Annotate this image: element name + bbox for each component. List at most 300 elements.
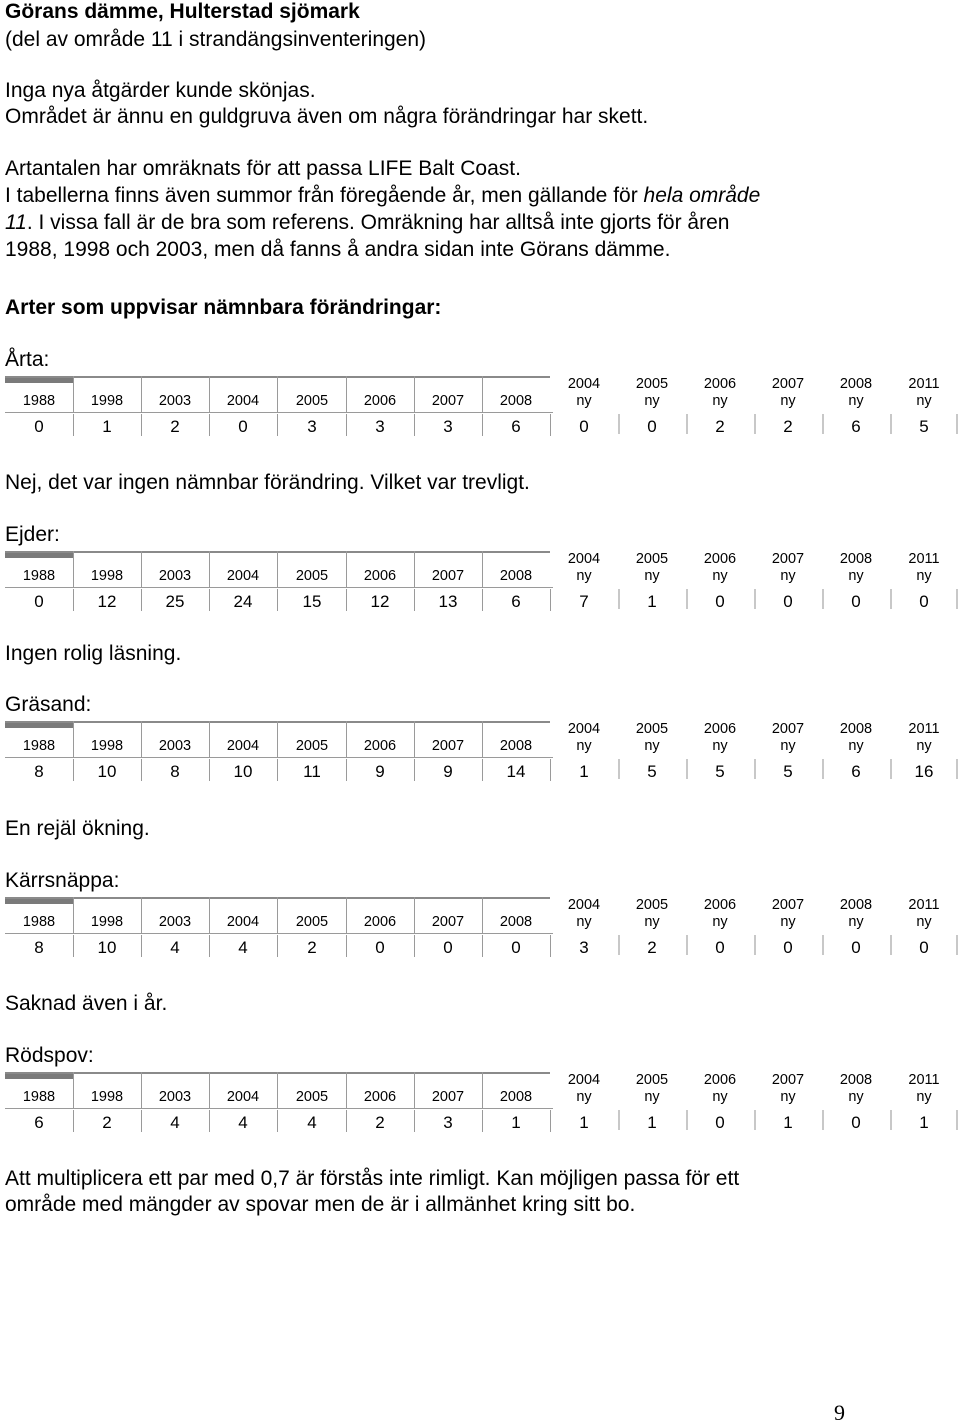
year-header-new: 2007 bbox=[771, 376, 805, 392]
header-shade bbox=[5, 378, 73, 383]
year-header: 2006 bbox=[363, 393, 397, 409]
count-value: 0 bbox=[238, 417, 248, 436]
year-header: 2005 bbox=[295, 568, 329, 584]
value-divider bbox=[550, 414, 551, 436]
year-header: 2003 bbox=[158, 738, 192, 754]
column-divider bbox=[414, 1072, 415, 1108]
year-header-ny: ny bbox=[848, 914, 864, 930]
species-table bbox=[5, 897, 957, 959]
year-header-ny: ny bbox=[644, 738, 660, 754]
year-header-new: 2007 bbox=[771, 897, 805, 913]
year-header-new: 2011 bbox=[908, 897, 940, 913]
year-header-ny: ny bbox=[644, 1089, 660, 1105]
column-divider bbox=[414, 721, 415, 757]
count-value: 5 bbox=[647, 762, 657, 781]
year-header-new: 2006 bbox=[703, 551, 737, 567]
intro-line: 1988, 1998 och 2003, men då fanns å andra sidan inte Görans dämme. bbox=[5, 238, 671, 261]
column-divider bbox=[141, 1072, 142, 1108]
count-value: 0 bbox=[851, 1113, 861, 1132]
year-header: 1998 bbox=[90, 914, 124, 930]
year-header: 1988 bbox=[22, 738, 56, 754]
value-divider bbox=[346, 589, 347, 611]
column-divider bbox=[209, 1072, 210, 1108]
column-divider bbox=[346, 1072, 347, 1108]
species-comment: En rejäl ökning. bbox=[5, 817, 150, 840]
column-divider bbox=[141, 376, 142, 412]
count-value: 1 bbox=[579, 1113, 589, 1132]
column-divider bbox=[482, 721, 483, 757]
year-header: 2004 bbox=[226, 393, 260, 409]
year-header-ny: ny bbox=[916, 393, 932, 409]
column-divider bbox=[482, 551, 483, 587]
column-divider bbox=[346, 897, 347, 933]
value-divider bbox=[209, 935, 210, 957]
count-value: 13 bbox=[438, 592, 458, 611]
value-tick bbox=[956, 1110, 958, 1130]
column-divider bbox=[482, 897, 483, 933]
year-header-ny: ny bbox=[848, 568, 864, 584]
column-divider bbox=[482, 1072, 483, 1108]
count-value: 3 bbox=[307, 417, 317, 436]
year-header: 2003 bbox=[158, 393, 192, 409]
count-value: 8 bbox=[34, 762, 44, 781]
value-tick bbox=[754, 759, 756, 779]
year-header: 2003 bbox=[158, 914, 192, 930]
count-value: 0 bbox=[851, 592, 861, 611]
count-value: 8 bbox=[34, 938, 44, 957]
count-value: 7 bbox=[579, 592, 589, 611]
closing-line: Att multiplicera ett par med 0,7 är förstås inte rimligt. Kan möjligen passa för ett bbox=[5, 1167, 740, 1190]
year-header: 2007 bbox=[431, 1089, 465, 1105]
year-header: 2006 bbox=[363, 568, 397, 584]
count-value: 1 bbox=[919, 1113, 929, 1132]
year-header-ny: ny bbox=[576, 393, 592, 409]
year-header: 2004 bbox=[226, 914, 260, 930]
species-name: Kärrsnäppa: bbox=[5, 869, 120, 892]
value-divider bbox=[414, 935, 415, 957]
value-divider bbox=[141, 1110, 142, 1132]
count-value: 0 bbox=[375, 938, 385, 957]
year-header-ny: ny bbox=[644, 914, 660, 930]
intro-emphasis: 11 bbox=[5, 211, 27, 234]
column-divider bbox=[346, 721, 347, 757]
year-header-ny: ny bbox=[916, 914, 932, 930]
value-divider bbox=[414, 589, 415, 611]
count-value: 6 bbox=[851, 417, 861, 436]
value-divider bbox=[346, 1110, 347, 1132]
year-header: 2006 bbox=[363, 914, 397, 930]
count-value: 16 bbox=[914, 762, 934, 781]
column-divider bbox=[73, 551, 74, 587]
header-shade bbox=[5, 553, 73, 558]
count-value: 0 bbox=[715, 592, 725, 611]
year-header-new: 2011 bbox=[908, 551, 940, 567]
year-header-new: 2005 bbox=[635, 721, 669, 737]
year-header-ny: ny bbox=[712, 738, 728, 754]
count-value: 10 bbox=[97, 762, 117, 781]
count-value: 1 bbox=[102, 417, 112, 436]
value-divider bbox=[73, 1110, 74, 1132]
year-header-ny: ny bbox=[576, 738, 592, 754]
intro-line bbox=[5, 183, 760, 209]
count-value: 3 bbox=[443, 1113, 453, 1132]
year-header: 2006 bbox=[363, 1089, 397, 1105]
value-divider bbox=[141, 589, 142, 611]
count-value: 3 bbox=[375, 417, 385, 436]
species-comment: Saknad även i år. bbox=[5, 992, 168, 1015]
value-divider bbox=[346, 935, 347, 957]
count-value: 4 bbox=[170, 1113, 180, 1132]
count-value: 10 bbox=[233, 762, 253, 781]
species-name: Gräsand: bbox=[5, 693, 92, 716]
value-divider bbox=[414, 759, 415, 781]
species-comment: Nej, det var ingen nämnbar förändring. Vilket var trevligt. bbox=[5, 471, 530, 494]
header-underline bbox=[5, 412, 553, 413]
year-header: 2008 bbox=[499, 738, 533, 754]
value-divider bbox=[550, 1110, 551, 1132]
column-divider bbox=[482, 376, 483, 412]
year-header-new: 2004 bbox=[567, 1072, 601, 1088]
year-header-new: 2008 bbox=[839, 721, 873, 737]
year-header-new: 2004 bbox=[567, 376, 601, 392]
year-header-new: 2006 bbox=[703, 1072, 737, 1088]
count-value: 0 bbox=[919, 938, 929, 957]
column-divider bbox=[414, 897, 415, 933]
count-value: 12 bbox=[97, 592, 117, 611]
value-divider bbox=[346, 414, 347, 436]
count-value: 0 bbox=[443, 938, 453, 957]
value-divider bbox=[277, 935, 278, 957]
value-divider bbox=[414, 1110, 415, 1132]
year-header-new: 2006 bbox=[703, 376, 737, 392]
value-divider bbox=[73, 589, 74, 611]
page-subtitle: (del av område 11 i strandängsinventeringen) bbox=[5, 28, 427, 51]
count-value: 25 bbox=[165, 592, 185, 611]
value-tick bbox=[956, 759, 958, 779]
value-tick bbox=[754, 935, 756, 955]
page-title: Görans dämme, Hulterstad sjömark bbox=[5, 0, 360, 23]
year-header: 2008 bbox=[499, 1089, 533, 1105]
count-value: 6 bbox=[34, 1113, 44, 1132]
column-divider bbox=[141, 897, 142, 933]
species-name: Rödspov: bbox=[5, 1044, 94, 1067]
year-header-ny: ny bbox=[576, 914, 592, 930]
intro-text: . I vissa fall är de bra som referens. Omräkning har alltså inte gjorts för åren bbox=[26, 211, 730, 234]
value-tick bbox=[618, 589, 620, 609]
count-value: 4 bbox=[170, 938, 180, 957]
year-header: 2005 bbox=[295, 738, 329, 754]
count-value: 1 bbox=[511, 1113, 521, 1132]
value-divider bbox=[482, 1110, 483, 1132]
column-divider bbox=[73, 721, 74, 757]
value-divider bbox=[141, 935, 142, 957]
value-tick bbox=[822, 414, 824, 434]
value-divider bbox=[482, 414, 483, 436]
column-divider bbox=[277, 551, 278, 587]
column-divider bbox=[346, 376, 347, 412]
column-divider bbox=[141, 551, 142, 587]
year-header: 2005 bbox=[295, 393, 329, 409]
count-value: 4 bbox=[238, 1113, 248, 1132]
year-header-new: 2008 bbox=[839, 551, 873, 567]
value-divider bbox=[346, 759, 347, 781]
count-value: 4 bbox=[307, 1113, 317, 1132]
value-tick bbox=[890, 414, 892, 434]
year-header: 2007 bbox=[431, 393, 465, 409]
column-divider bbox=[141, 721, 142, 757]
count-value: 2 bbox=[647, 938, 657, 957]
value-tick bbox=[618, 759, 620, 779]
count-value: 5 bbox=[919, 417, 929, 436]
year-header-new: 2006 bbox=[703, 897, 737, 913]
value-tick bbox=[956, 589, 958, 609]
year-header-new: 2005 bbox=[635, 1072, 669, 1088]
year-header: 2006 bbox=[363, 738, 397, 754]
year-header-new: 2011 bbox=[908, 1072, 940, 1088]
year-header-new: 2011 bbox=[908, 721, 940, 737]
year-header-ny: ny bbox=[916, 1089, 932, 1105]
count-value: 1 bbox=[783, 1113, 793, 1132]
year-header-new: 2008 bbox=[839, 376, 873, 392]
year-header-new: 2006 bbox=[703, 721, 737, 737]
value-tick bbox=[890, 759, 892, 779]
year-header-ny: ny bbox=[712, 568, 728, 584]
year-header: 2005 bbox=[295, 914, 329, 930]
year-header: 2008 bbox=[499, 393, 533, 409]
year-header: 1998 bbox=[90, 568, 124, 584]
year-header-ny: ny bbox=[712, 393, 728, 409]
count-value: 6 bbox=[511, 417, 521, 436]
year-header-ny: ny bbox=[780, 1089, 796, 1105]
column-divider bbox=[73, 897, 74, 933]
column-divider bbox=[73, 1072, 74, 1108]
intro-line bbox=[5, 210, 729, 236]
count-value: 9 bbox=[375, 762, 385, 781]
header-underline bbox=[5, 1108, 553, 1109]
count-value: 2 bbox=[170, 417, 180, 436]
year-header-new: 2005 bbox=[635, 551, 669, 567]
year-header-new: 2007 bbox=[771, 721, 805, 737]
count-value: 3 bbox=[443, 417, 453, 436]
value-divider bbox=[73, 759, 74, 781]
year-header-ny: ny bbox=[644, 568, 660, 584]
value-divider bbox=[277, 589, 278, 611]
year-header-ny: ny bbox=[916, 738, 932, 754]
count-value: 2 bbox=[102, 1113, 112, 1132]
column-divider bbox=[414, 376, 415, 412]
column-divider bbox=[209, 376, 210, 412]
year-header-new: 2005 bbox=[635, 376, 669, 392]
intro-text: I tabellerna finns även summor från föregående år, men gällande för bbox=[5, 184, 644, 207]
year-header: 2005 bbox=[295, 1089, 329, 1105]
year-header-ny: ny bbox=[916, 568, 932, 584]
count-value: 2 bbox=[783, 417, 793, 436]
value-divider bbox=[277, 759, 278, 781]
year-header: 2007 bbox=[431, 568, 465, 584]
value-tick bbox=[754, 1110, 756, 1130]
count-value: 0 bbox=[34, 592, 44, 611]
year-header: 2004 bbox=[226, 1089, 260, 1105]
count-value: 0 bbox=[647, 417, 657, 436]
year-header-ny: ny bbox=[848, 393, 864, 409]
column-divider bbox=[73, 376, 74, 412]
year-header: 2004 bbox=[226, 568, 260, 584]
section-heading: Arter som uppvisar nämnbara förändringar: bbox=[5, 296, 442, 319]
value-tick bbox=[822, 1110, 824, 1130]
value-tick bbox=[686, 589, 688, 609]
value-tick bbox=[686, 759, 688, 779]
year-header-ny: ny bbox=[780, 914, 796, 930]
year-header: 2004 bbox=[226, 738, 260, 754]
value-tick bbox=[618, 414, 620, 434]
value-divider bbox=[141, 414, 142, 436]
column-divider bbox=[209, 897, 210, 933]
species-table bbox=[5, 1072, 957, 1134]
header-underline bbox=[5, 933, 553, 934]
value-divider bbox=[277, 1110, 278, 1132]
column-divider bbox=[277, 376, 278, 412]
year-header: 2003 bbox=[158, 1089, 192, 1105]
count-value: 10 bbox=[97, 938, 117, 957]
count-value: 8 bbox=[170, 762, 180, 781]
year-header-ny: ny bbox=[848, 738, 864, 754]
year-header-new: 2007 bbox=[771, 1072, 805, 1088]
value-tick bbox=[754, 414, 756, 434]
header-shade bbox=[5, 899, 73, 904]
year-header-ny: ny bbox=[780, 393, 796, 409]
year-header: 1988 bbox=[22, 393, 56, 409]
year-header-ny: ny bbox=[780, 568, 796, 584]
value-divider bbox=[209, 759, 210, 781]
value-divider bbox=[482, 935, 483, 957]
year-header-new: 2005 bbox=[635, 897, 669, 913]
species-table bbox=[5, 721, 957, 783]
value-tick bbox=[956, 935, 958, 955]
value-tick bbox=[686, 414, 688, 434]
count-value: 2 bbox=[375, 1113, 385, 1132]
count-value: 0 bbox=[34, 417, 44, 436]
year-header: 1988 bbox=[22, 568, 56, 584]
count-value: 9 bbox=[443, 762, 453, 781]
count-value: 3 bbox=[579, 938, 589, 957]
count-value: 0 bbox=[715, 938, 725, 957]
header-shade bbox=[5, 1074, 73, 1079]
year-header: 2008 bbox=[499, 914, 533, 930]
year-header-ny: ny bbox=[848, 1089, 864, 1105]
species-comment: Ingen rolig läsning. bbox=[5, 642, 182, 665]
count-value: 0 bbox=[783, 592, 793, 611]
column-divider bbox=[209, 721, 210, 757]
count-value: 24 bbox=[233, 592, 253, 611]
closing-line: område med mängder av spovar men de är i allmänhet kring sitt bo. bbox=[5, 1193, 636, 1216]
value-divider bbox=[482, 759, 483, 781]
count-value: 1 bbox=[647, 592, 657, 611]
header-underline bbox=[5, 757, 553, 758]
value-divider bbox=[209, 1110, 210, 1132]
count-value: 0 bbox=[715, 1113, 725, 1132]
count-value: 1 bbox=[579, 762, 589, 781]
value-tick bbox=[890, 1110, 892, 1130]
year-header-ny: ny bbox=[712, 1089, 728, 1105]
count-value: 6 bbox=[511, 592, 521, 611]
year-header-new: 2004 bbox=[567, 897, 601, 913]
year-header-ny: ny bbox=[644, 393, 660, 409]
year-header-new: 2004 bbox=[567, 551, 601, 567]
value-divider bbox=[550, 759, 551, 781]
value-divider bbox=[550, 589, 551, 611]
count-value: 4 bbox=[238, 938, 248, 957]
column-divider bbox=[346, 551, 347, 587]
header-underline bbox=[5, 587, 553, 588]
count-value: 15 bbox=[302, 592, 322, 611]
value-tick bbox=[890, 589, 892, 609]
column-divider bbox=[277, 721, 278, 757]
year-header: 1998 bbox=[90, 393, 124, 409]
count-value: 6 bbox=[851, 762, 861, 781]
value-divider bbox=[209, 589, 210, 611]
species-table bbox=[5, 376, 957, 438]
value-divider bbox=[209, 414, 210, 436]
count-value: 0 bbox=[783, 938, 793, 957]
species-name: Ejder: bbox=[5, 523, 60, 546]
year-header-ny: ny bbox=[712, 914, 728, 930]
column-divider bbox=[277, 897, 278, 933]
value-tick bbox=[618, 935, 620, 955]
species-table bbox=[5, 551, 957, 613]
year-header: 1998 bbox=[90, 1089, 124, 1105]
value-tick bbox=[754, 589, 756, 609]
count-value: 14 bbox=[506, 762, 526, 781]
year-header-new: 2008 bbox=[839, 897, 873, 913]
value-tick bbox=[618, 1110, 620, 1130]
intro-emphasis: hela område bbox=[643, 184, 761, 207]
value-tick bbox=[956, 414, 958, 434]
column-divider bbox=[277, 1072, 278, 1108]
column-divider bbox=[414, 551, 415, 587]
column-divider bbox=[209, 551, 210, 587]
page-number: 9 bbox=[834, 1400, 845, 1425]
value-tick bbox=[890, 935, 892, 955]
value-divider bbox=[141, 759, 142, 781]
year-header: 1988 bbox=[22, 914, 56, 930]
year-header: 1998 bbox=[90, 738, 124, 754]
year-header-new: 2008 bbox=[839, 1072, 873, 1088]
year-header: 1988 bbox=[22, 1089, 56, 1105]
year-header-new: 2004 bbox=[567, 721, 601, 737]
count-value: 1 bbox=[647, 1113, 657, 1132]
value-divider bbox=[277, 414, 278, 436]
value-tick bbox=[686, 1110, 688, 1130]
year-header-new: 2011 bbox=[908, 376, 940, 392]
year-header: 2007 bbox=[431, 738, 465, 754]
year-header: 2008 bbox=[499, 568, 533, 584]
intro-line: Inga nya åtgärder kunde skönjas. bbox=[5, 79, 316, 102]
count-value: 5 bbox=[783, 762, 793, 781]
intro-line: Området är ännu en guldgruva även om några förändringar har skett. bbox=[5, 105, 649, 128]
value-divider bbox=[414, 414, 415, 436]
count-value: 11 bbox=[303, 762, 321, 781]
count-value: 12 bbox=[370, 592, 390, 611]
count-value: 0 bbox=[579, 417, 589, 436]
year-header-ny: ny bbox=[780, 738, 796, 754]
value-divider bbox=[482, 589, 483, 611]
value-tick bbox=[822, 935, 824, 955]
year-header-new: 2007 bbox=[771, 551, 805, 567]
count-value: 5 bbox=[715, 762, 725, 781]
intro-line: Artantalen har omräknats för att passa LIFE Balt Coast. bbox=[5, 157, 521, 180]
value-tick bbox=[686, 935, 688, 955]
header-shade bbox=[5, 723, 73, 728]
